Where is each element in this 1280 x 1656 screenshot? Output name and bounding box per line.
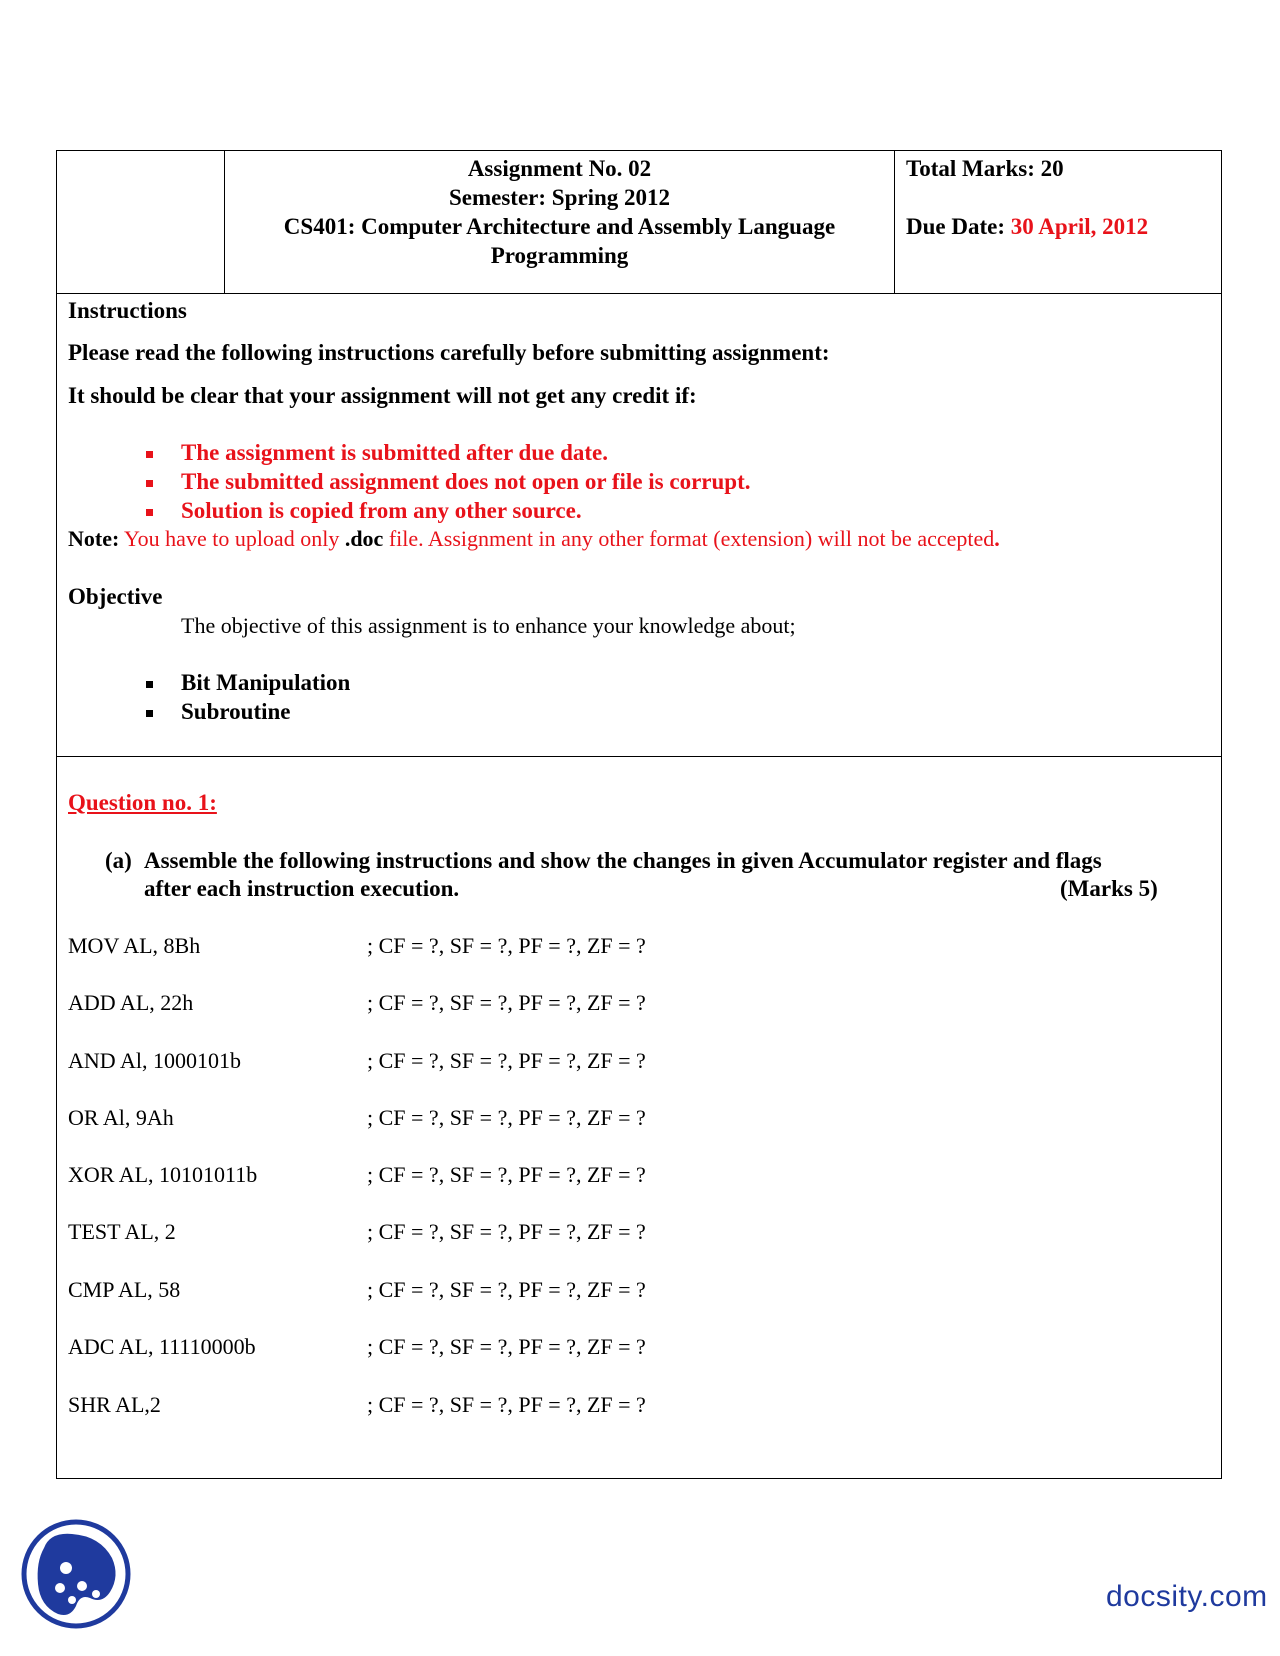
- objective-item-bit-manipulation: Bit Manipulation: [181, 670, 351, 695]
- code-comment: ; CF = ?, SF = ?, PF = ?, ZF = ?: [367, 933, 646, 958]
- docsity-brand-link[interactable]: docsity.com: [1106, 1580, 1268, 1613]
- note-period: .: [994, 526, 1000, 551]
- due-date: [906, 212, 1221, 241]
- code-comment: ; CF = ?, SF = ?, PF = ?, ZF = ?: [367, 1219, 646, 1244]
- note-label: Note:: [68, 526, 120, 551]
- body-box: [56, 293, 1222, 1479]
- code-comment: ; CF = ?, SF = ?, PF = ?, ZF = ?: [367, 1334, 646, 1359]
- instructions-heading: Instructions: [68, 298, 187, 323]
- code-instruction: XOR AL, 10101011b: [68, 1162, 258, 1187]
- due-date-label: Due Date:: [906, 214, 1011, 239]
- code-instruction: TEST AL, 2: [68, 1219, 176, 1244]
- rule-item-corrupt: The submitted assignment does not open or file is corrupt.: [181, 469, 751, 494]
- assignment-title: [225, 151, 895, 293]
- bullet-marker: [146, 681, 153, 688]
- note-text-1: You have to upload only: [119, 526, 345, 551]
- code-comment: ; CF = ?, SF = ?, PF = ?, ZF = ?: [367, 990, 646, 1015]
- instructions-line2: It should be clear that your assignment will not get any credit if:: [68, 383, 697, 408]
- rule-item-late: The assignment is submitted after due date.: [181, 440, 609, 465]
- title-line-assignment: Assignment No. 02: [467, 156, 652, 181]
- code-instruction: CMP AL, 58: [68, 1277, 181, 1302]
- code-comment: ; CF = ?, SF = ?, PF = ?, ZF = ?: [367, 1392, 646, 1417]
- bullet-marker: [146, 480, 153, 487]
- bullet-marker: [146, 451, 153, 458]
- note-doc: .doc: [344, 526, 384, 551]
- title-line-course: CS401: Computer Architecture and Assembly Language: [283, 214, 836, 239]
- bullet-marker: [146, 710, 153, 717]
- header-table: [56, 150, 1222, 294]
- instructions-line1: Please read the following instructions carefully before submitting assignment:: [68, 340, 830, 365]
- question-part-text-1: Assemble the following instructions and show the changes in given Accumulator register and flags: [144, 848, 1102, 873]
- header-logo-cell: [57, 151, 225, 293]
- code-comment: ; CF = ?, SF = ?, PF = ?, ZF = ?: [367, 1048, 646, 1073]
- code-instruction: MOV AL, 8Bh: [68, 933, 201, 958]
- rule-item-copied: Solution is copied from any other source.: [181, 498, 582, 523]
- code-comment: ; CF = ?, SF = ?, PF = ?, ZF = ?: [367, 1277, 646, 1302]
- code-instruction: SHR AL,2: [68, 1392, 161, 1417]
- marks-cell: [895, 151, 1221, 293]
- title-line-course-cont: Programming: [490, 243, 629, 268]
- objective-heading: Objective: [68, 584, 163, 609]
- title-line-semester: Semester: Spring 2012: [448, 185, 671, 210]
- code-comment: ; CF = ?, SF = ?, PF = ?, ZF = ?: [367, 1105, 646, 1130]
- code-instruction: ADD AL, 22h: [68, 990, 194, 1015]
- docsity-logo-icon[interactable]: [20, 1518, 132, 1630]
- bullet-marker: [146, 509, 153, 516]
- code-instruction: OR Al, 9Ah: [68, 1105, 174, 1130]
- code-instruction: ADC AL, 11110000b: [68, 1334, 256, 1359]
- objective-item-subroutine: Subroutine: [181, 699, 291, 724]
- question-part-label: (a): [105, 848, 132, 873]
- due-date-value: 30 April, 2012: [1010, 214, 1149, 239]
- note-line: [68, 524, 1000, 553]
- question-marks: (Marks 5): [1060, 876, 1158, 901]
- question-title: Question no. 1:: [68, 790, 217, 815]
- code-instruction: AND Al, 1000101b: [68, 1048, 241, 1073]
- total-marks: Total Marks: 20: [906, 156, 1064, 181]
- question-part-text-2: after each instruction execution.: [144, 876, 460, 901]
- code-comment: ; CF = ?, SF = ?, PF = ?, ZF = ?: [367, 1162, 646, 1187]
- objective-intro: The objective of this assignment is to enhance your knowledge about;: [181, 613, 796, 638]
- note-text-2: file. Assignment in any other format (extension) will not be accepted: [383, 526, 995, 551]
- section-divider: [57, 756, 1221, 757]
